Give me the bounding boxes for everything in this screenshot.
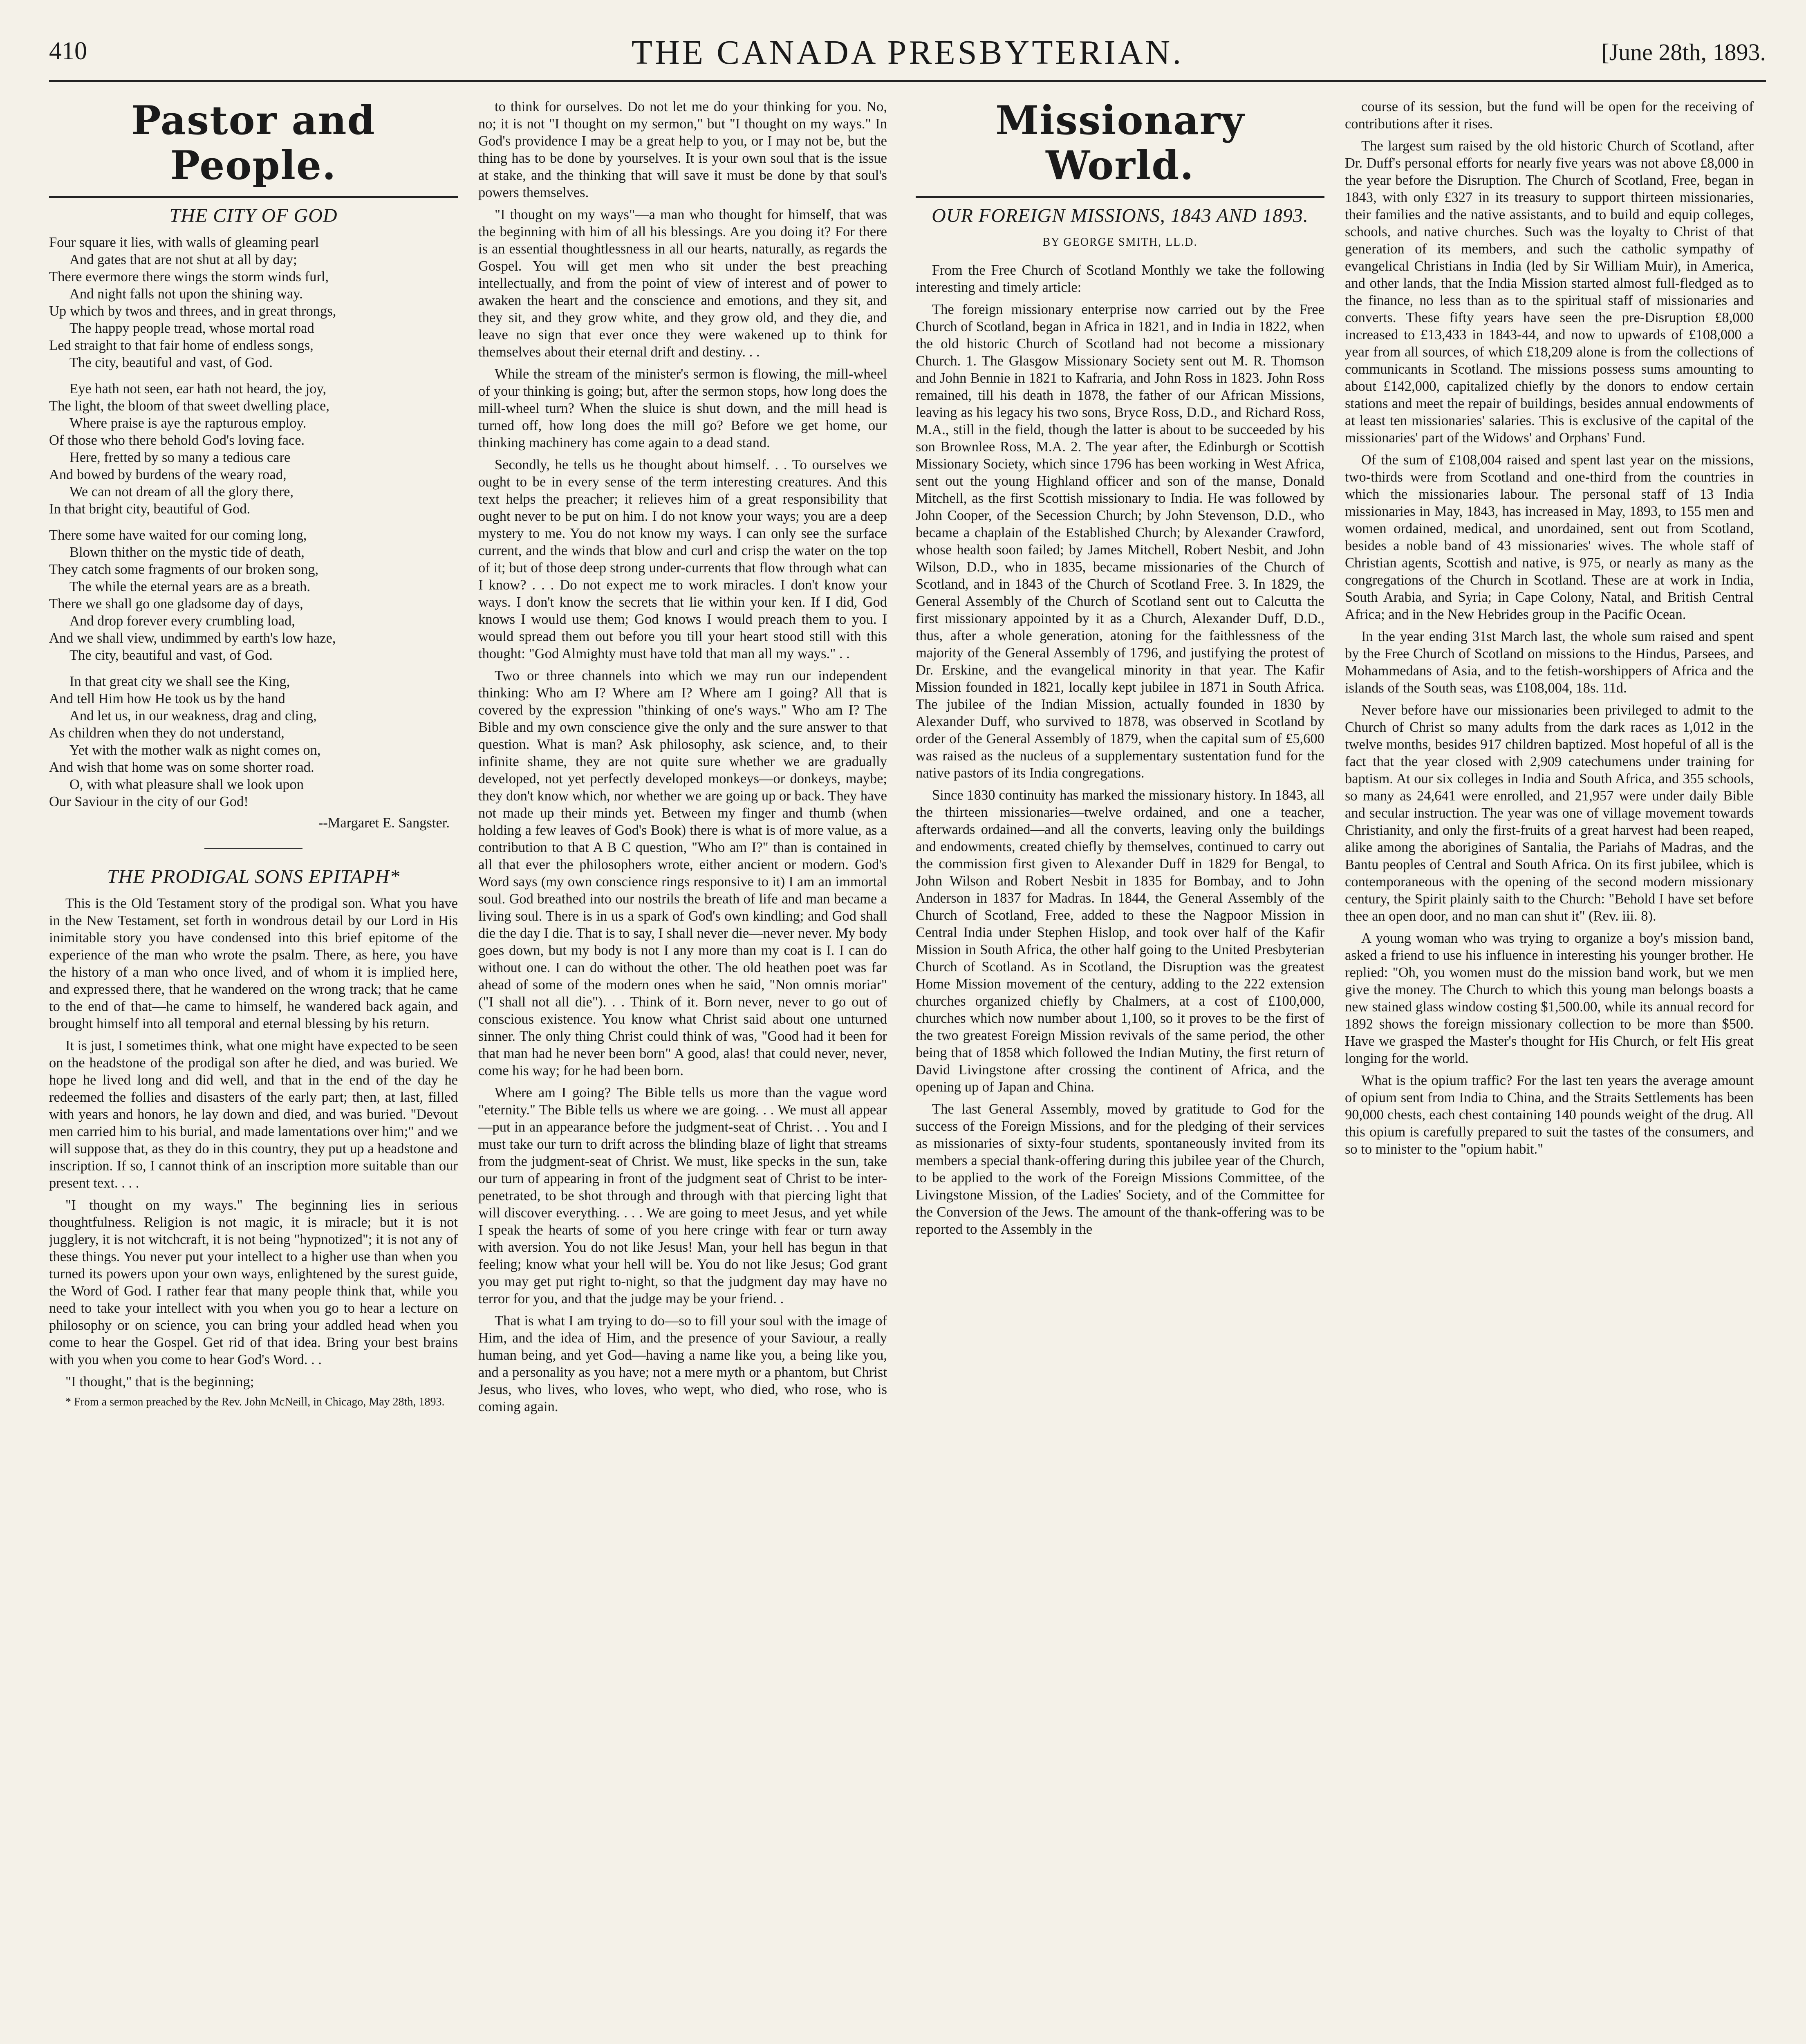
stanza-gap xyxy=(49,518,458,527)
paragraph: While the stream of the minister's sermon is flowing, the mill-wheel of your thinking is going; but, after the sermon stops, how long does the mill-wheel turn? When the sluice is shut down, and the mill head is turned off, how long does the mill go? Before we get home, our thinking machinery has come again to a dead stand. xyxy=(478,366,887,450)
article-byline: BY GEORGE SMITH, LL.D. xyxy=(1042,236,1198,249)
poem-title: THE CITY OF GOD xyxy=(169,205,338,226)
poem-line: Four square it lies, with walls of gleaming pearl xyxy=(49,235,319,250)
paragraph: "I thought on my ways"—a man who thought for himself, that was the beginning with him of all his blessings. Are you doing it? For there is an essential thoughtlessness in all our hearts, naturally, as regards the Gospel. You will get men who sit under the best preaching intellectually, and from the point of view of interest and of power to awaken the heart and the conscience and emotions, and they sit, and they sit, and they grow white, and they grow old, and they die, and leave no sign that ever once they were wakened up to think for themselves about their eternal drift and destiny. . . xyxy=(478,207,887,360)
poem-line: We can not dream of all the glory there, xyxy=(69,484,294,500)
article-separator xyxy=(204,848,302,849)
paragraph: A young woman who was trying to organize a boy's mission band, asked a friend to use his influence in interesting his younger brother. He replied: "Oh, you women must do the mission band work, but we men give the money. The Church to which this young man belongs boasts a new stained glass window costing $1,500.00, while its annual record for 1892 shows the foreign missionary collection to be more than $500. Have we grasped the Master's thought for His Church, or felt His great longing for the world. xyxy=(1345,930,1754,1066)
poem-line: There some have waited for our coming long, xyxy=(49,527,307,543)
paragraph: Where am I going? The Bible tells us more than the vague word "eternity." The Bible tells us where we are going. . . We must all appear—put in an appearance before the judgment-seat of Christ. . . You and I must take our turn to drift across the blinding blaze of light that streams from the judgment-seat of Christ. We must, like specks in the sun, take our turn of appearing in front of the judgment seat of Christ to be inter-penetrated, to be shot through and through with that piercing light that will discover everything. . . . We are going to meet Jesus, and yet while I speak the hearts of some of you here cringe with fear or turn away with aversion. You do not like Jesus! Man, your hell has begun in that feeling; know what your hell will be. You do not like Jesus; God grant you may get put right to-night, so that the judgment day may have no terror for you, and that the judge may be your friend. . xyxy=(478,1085,887,1307)
newspaper-title: THE CANADA PRESBYTERIAN. xyxy=(631,34,1184,72)
poem-line: O, with what pleasure shall we look upon xyxy=(69,777,304,792)
poem-line: The while the eternal years are as a breath. xyxy=(69,579,311,594)
poem-line: Yet with the mother walk as night comes on, xyxy=(69,742,321,758)
sermon-footnote: * From a sermon preached by the Rev. John McNeill, in Chicago, May 28th, 1893. xyxy=(65,1396,445,1408)
poem-line: Where praise is aye the rapturous employ. xyxy=(69,415,307,431)
missions-article-title: OUR FOREIGN MISSIONS, 1843 AND 1893. xyxy=(932,205,1309,226)
epitaph-body-col2 xyxy=(478,98,887,1415)
poem-line: They catch some fragments of our broken song, xyxy=(49,562,319,577)
poem-body xyxy=(49,234,458,810)
missions-body-col3 xyxy=(916,262,1324,1238)
paragraph: Secondly, he tells us he thought about himself. . . To ourselves we ought to be in every sense of the term interesting creatures. And this text helps the preacher; it relieves him of a great responsibility that ought never to be put on him. I do not know your ways; you are a deep mystery to me. You do not know my ways. I can only see the surface current, and the winds that blow and curl and crisp the water on the top of it; but of those deep strong under-currents that flow through what can I know? . . . Do not expect me to work miracles. I don't know your ways. I don't know the secrets that lie within your ken. If I did, God knows I would use them; God knows I would preach them to you. I would spread them out before you till your heart stood still with this thought: "God Almighty must have told that man all my ways." . . xyxy=(478,457,887,661)
poem-line: And let us, in our weakness, drag and cling, xyxy=(69,708,317,724)
poem-line: The city, beautiful and vast, of God. xyxy=(69,648,273,663)
stanza-gap xyxy=(49,371,458,380)
paragraph: course of its session, but the fund will be open for the receiving of contributions after it rises. xyxy=(1345,99,1754,132)
poem-line: Up which by twos and threes, and in great throngs, xyxy=(49,303,336,319)
poem-line: In that great city we shall see the King, xyxy=(69,674,290,689)
page-number: 410 xyxy=(49,37,87,65)
paragraph: The last General Assembly, moved by gratitude to God for the success of the Foreign Missions, and for the pledging of their services as missionaries of sixty-four students, spontaneously invited from its members a special thank-offering during this jubilee year of the Church, to be applied to the work of the Foreign Missions Committee, of the Livingstone Mission, of the Ladies' Society, and of the Committee for the Conversion of the Jews. The amount of the thank-offering was to be reported to the Assembly in the xyxy=(916,1101,1324,1237)
stanza-gap xyxy=(49,664,458,673)
poem-author: --Margaret E. Sangster. xyxy=(318,815,450,831)
paragraph: Since 1830 continuity has marked the missionary history. In 1843, all the thirteen missionaries—twelve ordained, and one a teacher, afterwards ordained—and all the converts, leaving only the buildings and endowments, created chiefly by themselves, continued to carry out the commission first given to Alexander Duff in 1829 for Bengal, to John Wilson and Robert Nesbit in 1835 for Bombay, and to John Anderson in 1837 for Madras. In 1844, the General Assembly of the Church of Scotland, Free, added to these the Nagpoor Mission in Central India under Stephen Hislop, and took over half of the Kafir Mission in South Africa, the other half going to the United Presbyterian Church of Scotland. As in Scotland, the Disruption was the greatest Home Mission movement of the century, adding to the 222 extension churches organized chiefly by Chalmers, at a cost of £100,000, churches which now number about 1,100, so it proves to be the first of the two greatest Foreign Mission revivals of the same period, the other being that of 1858 which followed the Indian Mutiny, the first return of David Livingstone after crossing the continent of Africa, and the opening up of Japan and China. xyxy=(916,787,1324,1095)
poem-line: And night falls not upon the shining way. xyxy=(69,286,303,302)
poem-line: And we shall view, undimmed by earth's low haze, xyxy=(49,630,336,646)
pastor-and-people-heading: Pastor and People. xyxy=(131,98,376,188)
paragraph: The largest sum raised by the old historic Church of Scotland, after Dr. Duff's personal efforts for nearly five years was not above £8,000 in the year before the Disruption. The Church of Scotland, Free, began in 1843, with only £327 in its treasury to support thirteen missionaries, their families and the native assistants, and to build and equip colleges, schools, and native churches. Such was the loyalty to Christ of that generation of its members, and such the catholic sympathy of evangelical Christians in India (led by Sir William Muir), in America, and other lands, that the India Mission started almost full-fledged as to the finance, no less than as to the spiritual staff of missionaries and converts. These fifty years have seen the pre-Disruption £8,000 increased to £13,433 in 1843-44, and now to upwards of £108,000 a year from all sources, of which £18,209 alone is from the collections of communicants in Scotland. The missions possess sums amounting to about £142,000, capitalized chiefly by the donors to endow certain stations and meet the repair of buildings, besides annual endowments of at least ten missionaries' salaries. This is exclusive of the capital of the missionaries' part of the Widows' and Orphans' Fund. xyxy=(1345,138,1754,446)
masthead-rule xyxy=(49,80,1766,82)
column-2 xyxy=(478,98,887,2044)
poem-line: Our Saviour in the city of our God! xyxy=(49,794,249,809)
epitaph-title: THE PRODIGAL SONS EPITAPH* xyxy=(107,866,400,888)
poem-line: There we shall go one gladsome day of days, xyxy=(49,596,303,612)
paragraph: From the Free Church of Scotland Monthly we take the following interesting and timely article: xyxy=(916,262,1324,295)
poem-line: As children when they do not understand, xyxy=(49,725,285,741)
poem-line: The happy people tread, whose mortal road xyxy=(69,320,314,336)
poem-line: In that bright city, beautiful of God. xyxy=(49,501,251,517)
epitaph-body-col1 xyxy=(49,895,458,1390)
poem-line: Blown thither on the mystic tide of death, xyxy=(69,545,305,560)
missions-body-col4 xyxy=(1345,98,1754,1158)
poem-line: And wish that home was on some shorter road. xyxy=(49,760,314,775)
poem-line: Eye hath not seen, ear hath not heard, the joy, xyxy=(69,381,327,397)
poem-line: And bowed by burdens of the weary road, xyxy=(49,467,287,482)
paragraph: In the year ending 31st March last, the whole sum raised and spent by the Free Church of Scotland on missions to the Hindus, Parsees, and Mohammedans of Asia, and to the fetish-worshippers of Africa and the islands of the South seas, was £108,004, 18s. 11d. xyxy=(1345,629,1754,696)
issue-date: [June 28th, 1893. xyxy=(1601,39,1766,65)
poem-line: Led straight to that fair home of endless songs, xyxy=(49,338,314,353)
paragraph: Never before have our missionaries been privileged to admit to the Church of Christ so many adults from the dark races as 1,012 in the twelve months, besides 917 children baptized. Most hopeful of all is the fact that the year closed with 2,909 catechumens under training for baptism. At our six colleges in India and South Africa, and 355 schools, so many as 24,641 were enrolled, and 21,957 were under daily Bible and secular instruction. The year was one of village movement towards Christianity, and only the first-fruits of a great harvest had been reaped, alike among the aborigines of Santalia, the Pariahs of Madras, and the Bantu peoples of Central and South Africa. On its first jubilee, which is contemporaneous with the opening of the second modern missionary century, the Spirit plainly saith to the Church: "Behold I have set before thee an open door, and no man can shut it" (Rev. iii. 8). xyxy=(1345,702,1754,924)
poem-line: The light, the bloom of that sweet dwelling place, xyxy=(49,398,329,414)
paragraph: The foreign missionary enterprise now carried out by the Free Church of Scotland, began in Africa in 1821, and in India in 1822, when the old historic Church of Scotland had not become a missionary Church. 1. The Glasgow Missionary Society sent out M. R. Thomson and John Bennie in 1821 to Kafraria, and John Ross in 1823. John Ross remained, till his death in 1878, the father of our African Missions, leaving as his legacy his two sons, Bryce Ross, D.D., and Richard Ross, M.A., still in the field, though the latter is about to be succeeded by his son Brownlee Ross, M.A. 2. The year after, the Edinburgh or Scottish Missionary Society, which since 1796 has been working in West Africa, sent out the young Highland officer and son of the manse, Donald Mitchell, as the first Scottish missionary to India. He was followed by John Cooper, of the Secession Church; by John Stevenson, D.D., who became a chaplain of the Established Church; by Alexander Crawford, whose health soon failed; by James Mitchell, Robert Nesbit, and John Wilson, D.D., who in 1835, became missionaries of the Church of Scotland, and in 1843 of the Church of Scotland Free. 3. In 1829, the General Assembly of the Church of Scotland sent out to Calcutta the first missionary appointed by it as a Church, Alexander Duff, D.D., thus, after a whole generation, atoning for the faithlessness of the majority of the General Assembly of 1796, and justifying the protest of Dr. Erskine, and the evangelical minority in that year. The Kafir Mission founded in 1821, locally kept jubilee in 1871 in South Africa. The jubilee of the Indian Mission, actually founded in 1830 by Alexander Duff, who survived to 1878, was observed in Scotland by order of the General Assembly of 1879, when the capital sum of £5,600 was raised as the nucleus of a supplementary sustentation fund for the native pastors of its India congregations. xyxy=(916,302,1324,781)
poem-line: And tell Him how He took us by the hand xyxy=(49,691,285,706)
missionary-world-heading: Missionary World. xyxy=(995,98,1245,188)
section-rule xyxy=(916,196,1324,198)
paragraph: to think for ourselves. Do not let me do your thinking for you. No, no; it is not "I thought on my sermon," but "I thought on my ways." In God's providence I may be a great help to you, or I may not be, but the thing has to be done by yourselves. It is your own soul that is the issue at stake, and the thinking that will save it must be done by that soul's powers themselves. xyxy=(478,99,887,200)
section-rule xyxy=(49,196,458,198)
poem-line: The city, beautiful and vast, of God. xyxy=(69,355,273,370)
poem-line: And gates that are not shut at all by day; xyxy=(69,252,297,267)
paragraph: That is what I am trying to do—so to fill your soul with the image of Him, and the idea of Him, and the presence of your Saviour, a really human being, and yet God—having a name like you, a being like you, and a personality as you have; not a mere myth or a phantom, but Christ Jesus, who lives, who loves, who wept, who died, who rose, who is coming again. xyxy=(478,1313,887,1414)
paragraph: What is the opium traffic? For the last ten years the average amount of opium sent from India to China, and the Straits Settlements has been 90,000 chests, each chest containing 140 pounds weight of the drug. All this opium is carefully prepared to suit the tastes of the consumers, and so to minister to the "opium habit." xyxy=(1345,1073,1754,1157)
paragraph: Of the sum of £108,004 raised and spent last year on the missions, two-thirds were from Scotland and one-third from the countries in which the missionaries labour. The personal staff of 13 India missionaries in May, 1843, has increased in May, 1893, to 155 men and women ordained, medical, and unordained, sent out from Scotland, besides a noble band of 43 missionaries' wives. The whole staff of Christian agents, Scottish and native, is 975, or nearly as many as the congregations of the Church in Scotland. These are at work in India, South Arabia, and Syria; in Cape Colony, Natal, and British Central Africa; and in the New Hebrides group in the Pacific Ocean. xyxy=(1345,452,1754,622)
paragraph: Two or three channels into which we may run our independent thinking: Who am I? Where am I? Where am I going? All that is covered by the expression "thinking of one's ways." Who am I? The Bible and my own conscience give the only and the sure answer to that question. What is man? Ask philosophy, ask science, and, to their infinite shame, they are not quite sure whether we are gradually developed, not yet perfectly developed monkeys—or donkeys, maybe; they don't know which, nor whether we are going up or back. They have not made up their minds yet. Between my finger and thumb (when holding a few leaves of God's Book) there is what is of more value, as a contribution to that A B C question, "Who am I?" than is contained in all that ever the philosophers wrote, either ancient or modern. God's Word says (my own conscience rings responsive to it) I am an immortal soul. God breathed into our nostrils the breath of life and man became a living soul. There is in us a spark of God's own kindling; and God shall die the day I die. That is to say, I shall never die—never never. My body goes down, but my body is not I any more than my coat is I. I can do without one. I can do without the other. The old heathen poet was far ahead of some of the modern ones when he said, "Non omnis moriar" ("I shall not all die"). . . Think of it. Born never, never to go out of conscious existence. You know what Christ said about one unturned sinner. The only thing Christ could think of was, "Good had it been for that man had he never been born" A good, alas! that could never, never, come his way; for he had been born. xyxy=(478,668,887,1078)
poem-line: And drop forever every crumbling load, xyxy=(69,613,295,629)
paragraph: "I thought," that is the beginning; xyxy=(65,1374,254,1390)
column-3 xyxy=(916,98,1324,2044)
poem-line: There evermore there wings the storm winds furl, xyxy=(49,269,329,285)
paragraph: "I thought on my ways." The beginning lies in serious thoughtfulness. Religion is not magic, it is miracle; but it is not jugglery, it is not witchcraft, it is not being "hypnotized"; it is not any of these things. You never put your intellect to a higher use than when you turned its powers upon your own ways, enlightened by the surest guide, the Word of God. I rather fear that many people think that, while you need to take your intellect with you when you go to hear a lecture on philosophy or on science, you can bring your addled head when you come to hear the Gospel. Get rid of that idea. Bring your best brains with you when you come to hear God's Word. . . xyxy=(49,1197,458,1367)
column-1 xyxy=(49,98,458,2044)
paragraph: This is the Old Testament story of the prodigal son. What you have in the New Testament, set forth in wondrous detail by our Lord in His inimitable story you have condensed into this brief epitome of the experience of the man who wrote the psalm. There, as here, you have the history of a man who once lived, and of whom it is implied here, and expressed there, that he wandered on the wrong track; that he came to the end of that—he came to himself, he wandered back again, and brought himself into all temporal and eternal blessing by his return. xyxy=(49,896,458,1031)
column-4 xyxy=(1345,98,1754,2044)
poem-line: Here, fretted by so many a tedious care xyxy=(69,450,291,465)
paragraph: It is just, I sometimes think, what one might have expected to be seen on the headstone of the prodigal son after he died, and was buried. We hope he lived long and did well, and that in the end of the day he redeemed the follies and disasters of the early part; then, at last, filled with years and honors, he lay down and died, and was buried. "Devout men carried him to his burial, and made lamentations over him;" and we will suppose that, as they do in this country, they put up a headstone and inscription. If so, I cannot think of an inscription more suitable than our present text. . . . xyxy=(49,1038,458,1191)
poem-line: Of those who there behold God's loving face. xyxy=(49,433,305,448)
